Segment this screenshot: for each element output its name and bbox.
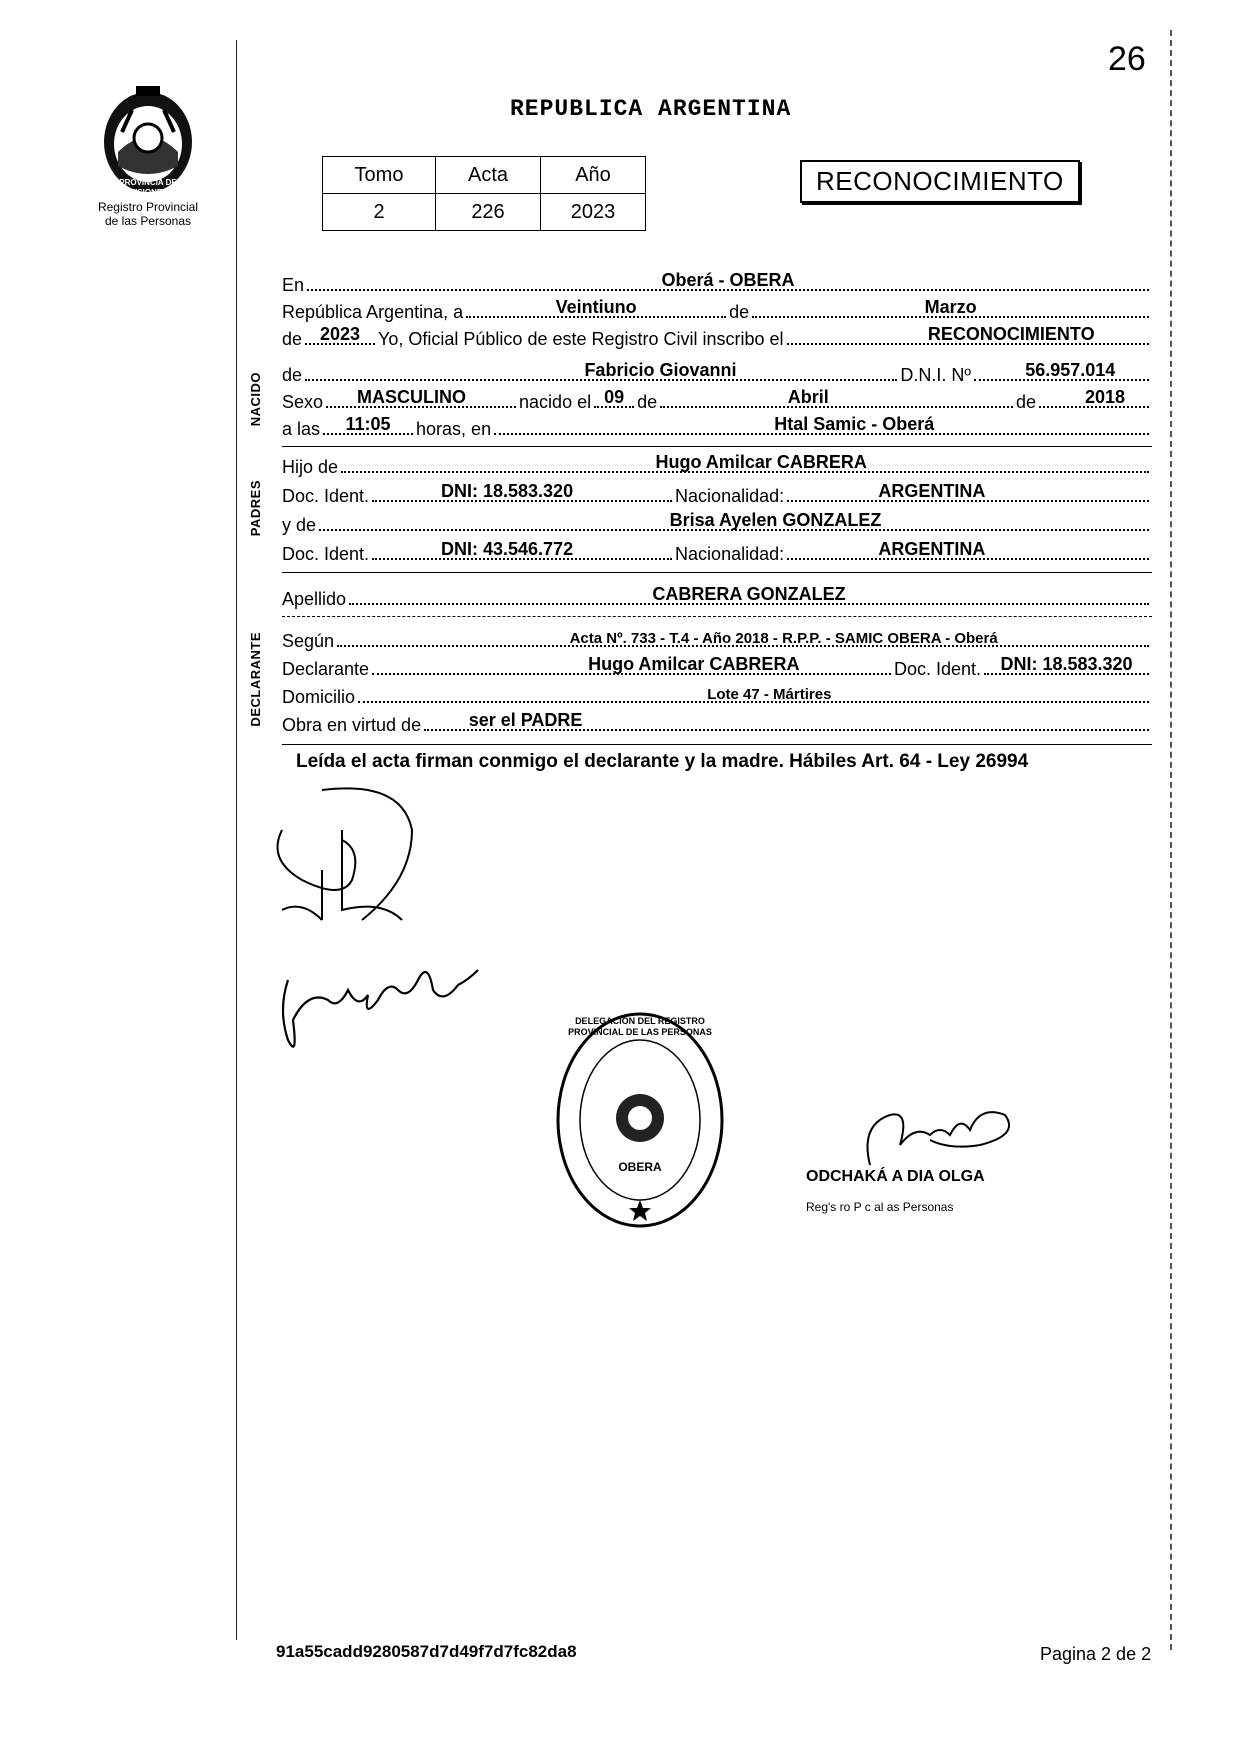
- field-label: Doc. Ident.: [282, 544, 370, 564]
- right-margin-line: [1170, 30, 1172, 1650]
- field-row-nombre: [282, 360, 1152, 386]
- field-value: Hugo Amilcar CABRERA: [655, 452, 867, 472]
- side-label-padres: PADRES: [248, 480, 263, 537]
- table-row: [323, 194, 646, 231]
- field-label: Sexo: [282, 392, 324, 412]
- field-value: Oberá - OBERA: [661, 270, 795, 290]
- field-label: Hijo de: [282, 457, 339, 477]
- section-divider: [282, 616, 1152, 617]
- field-label: y de: [282, 515, 317, 535]
- field-fill: [326, 387, 516, 408]
- field-fill: [787, 481, 1149, 502]
- field-row-localidad: [282, 270, 1152, 296]
- field-fill: [337, 630, 1149, 647]
- field-value: MASCULINO: [357, 387, 467, 407]
- field-value: Brisa Ayelen GONZALEZ: [669, 510, 882, 530]
- field-fill: [358, 686, 1149, 703]
- field-label: Nacionalidad:: [675, 544, 785, 564]
- field-label: Doc. Ident.: [282, 486, 370, 506]
- field-row-sexo: [282, 387, 1152, 413]
- field-label: República Argentina, a: [282, 302, 464, 322]
- section-divider: [282, 744, 1152, 745]
- field-fill: [372, 481, 672, 502]
- field-value: Acta Nº. 733 - T.4 - Año 2018 - R.P.P. - SAMIC OBERA - Oberá: [569, 630, 998, 647]
- declarant-signature: [262, 770, 432, 930]
- table-cell: 2023: [541, 194, 646, 231]
- table-cell: 2: [323, 194, 436, 231]
- field-value: DNI: 18.583.320: [1000, 654, 1133, 674]
- field-fill: [1039, 387, 1149, 408]
- side-label-nacido: NACIDO: [248, 372, 263, 427]
- field-label: de: [637, 392, 658, 412]
- field-fill: [974, 360, 1149, 381]
- field-row-padre: [282, 452, 1152, 478]
- field-value: ser el PADRE: [468, 710, 583, 730]
- field-value: 56.957.014: [1025, 360, 1116, 380]
- field-value: Hugo Amilcar CABRERA: [588, 654, 800, 674]
- field-value: DNI: 18.583.320: [441, 481, 574, 501]
- logo-caption: [68, 200, 228, 228]
- field-label: a las: [282, 419, 321, 439]
- field-row-fecha: [282, 297, 1152, 323]
- table-cell: 226: [436, 194, 541, 231]
- section-divider: [282, 572, 1152, 573]
- field-fill: [494, 414, 1149, 435]
- left-margin-line: [236, 40, 237, 1640]
- document-hash: 91a55cadd9280587d7d49f7d7fc82da8: [276, 1642, 577, 1661]
- official-seal: [555, 1010, 725, 1230]
- field-fill: [424, 710, 1149, 731]
- field-value: Veintiuno: [555, 297, 637, 317]
- field-fill: [341, 452, 1149, 473]
- record-table: [322, 156, 646, 231]
- field-label: Doc. Ident.: [893, 659, 981, 679]
- field-row-segun: [282, 626, 1152, 652]
- logo-arc-text: PROVINCIA DE MISIONES: [119, 178, 177, 197]
- table-header: Tomo: [323, 157, 436, 194]
- closing-statement: Leída el acta firman conmigo el declarante y la madre. Hábiles Art. 64 - Ley 26994: [296, 751, 1029, 772]
- field-label: Yo, Oficial Público de este Registro Civil inscribo el: [378, 329, 784, 349]
- field-row-apellido: [282, 584, 1152, 610]
- logo-caption-line1: Registro Provincial: [97, 200, 199, 214]
- section-divider: [282, 446, 1152, 447]
- field-value: Abril: [787, 387, 829, 407]
- field-label: horas, en: [416, 419, 492, 439]
- field-value: 11:05: [345, 414, 391, 434]
- table-header: Acta: [436, 157, 541, 194]
- official-signature: [830, 1095, 1030, 1175]
- table-row: [323, 157, 646, 194]
- field-fill: [372, 654, 891, 675]
- field-value: DNI: 43.546.772: [441, 539, 574, 559]
- field-fill: [984, 654, 1149, 675]
- field-fill: [372, 539, 672, 560]
- seal-city: OBERA: [618, 1160, 662, 1174]
- field-value: CABRERA GONZALEZ: [652, 584, 846, 604]
- field-value: Marzo: [924, 297, 977, 317]
- field-value: Htal Samic - Oberá: [774, 414, 935, 434]
- field-label: Según: [282, 631, 335, 651]
- record-type-badge: RECONOCIMIENTO: [800, 160, 1080, 203]
- field-fill: [319, 510, 1149, 531]
- provincial-logo: [92, 82, 204, 197]
- field-fill: [323, 414, 413, 435]
- field-row-doc-madre: [282, 539, 1152, 565]
- official-name: ODCHAKÁ A DIA OLGA: [806, 1168, 985, 1185]
- page-number: 26: [1108, 40, 1146, 78]
- field-fill: [787, 324, 1149, 345]
- field-label: de: [282, 365, 303, 385]
- seal-icon: [555, 1010, 725, 1230]
- official-office: Reg's ro P c al as Personas: [806, 1200, 954, 1214]
- field-label: En: [282, 275, 305, 295]
- seal-ring-text: DELEGACION DEL REGISTRO PROVINCIAL DE LAS PERSONAS: [568, 1016, 712, 1037]
- field-fill: [305, 360, 897, 381]
- field-value: 2023: [320, 324, 361, 344]
- field-fill: [594, 387, 634, 408]
- field-label: Declarante: [282, 659, 370, 679]
- table-header: Año: [541, 157, 646, 194]
- field-label: Apellido: [282, 589, 347, 609]
- field-value: RECONOCIMIENTO: [927, 324, 1095, 344]
- logo-caption-line2: de las Personas: [104, 214, 192, 228]
- field-label: Obra en virtud de: [282, 715, 422, 735]
- mother-signature: [268, 950, 498, 1070]
- field-fill: [307, 270, 1149, 291]
- field-label: Nacionalidad:: [675, 486, 785, 506]
- field-row-lugar: [282, 414, 1152, 440]
- field-label: Domicilio: [282, 687, 356, 707]
- field-fill: [660, 387, 1013, 408]
- field-value: 09: [604, 387, 625, 407]
- side-label-declarante: DECLARANTE: [248, 632, 263, 727]
- page-pagination: Pagina 2 de 2: [1040, 1644, 1152, 1664]
- field-value: Fabricio Giovanni: [584, 360, 737, 380]
- field-row-doc-padre: [282, 481, 1152, 507]
- field-row-madre: [282, 510, 1152, 536]
- field-fill: [466, 297, 726, 318]
- field-value: ARGENTINA: [878, 481, 986, 501]
- field-value: Lote 47 - Mártires: [707, 686, 832, 703]
- field-label: D.N.I. Nº: [900, 365, 971, 385]
- field-value: ARGENTINA: [878, 539, 986, 559]
- field-row-obra: [282, 710, 1152, 736]
- field-label: nacido el: [519, 392, 592, 412]
- field-fill: [752, 297, 1149, 318]
- field-label: de: [282, 329, 303, 349]
- page-title: REPUBLICA ARGENTINA: [510, 96, 792, 122]
- field-value: 2018: [1084, 387, 1126, 407]
- field-row-declarante: [282, 654, 1152, 680]
- field-row-domicilio: [282, 682, 1152, 708]
- field-fill: [349, 584, 1149, 605]
- field-label: de: [1015, 392, 1036, 412]
- field-fill: [305, 324, 375, 345]
- field-row-tipo: [282, 324, 1152, 350]
- field-label: de: [729, 302, 750, 322]
- field-fill: [787, 539, 1149, 560]
